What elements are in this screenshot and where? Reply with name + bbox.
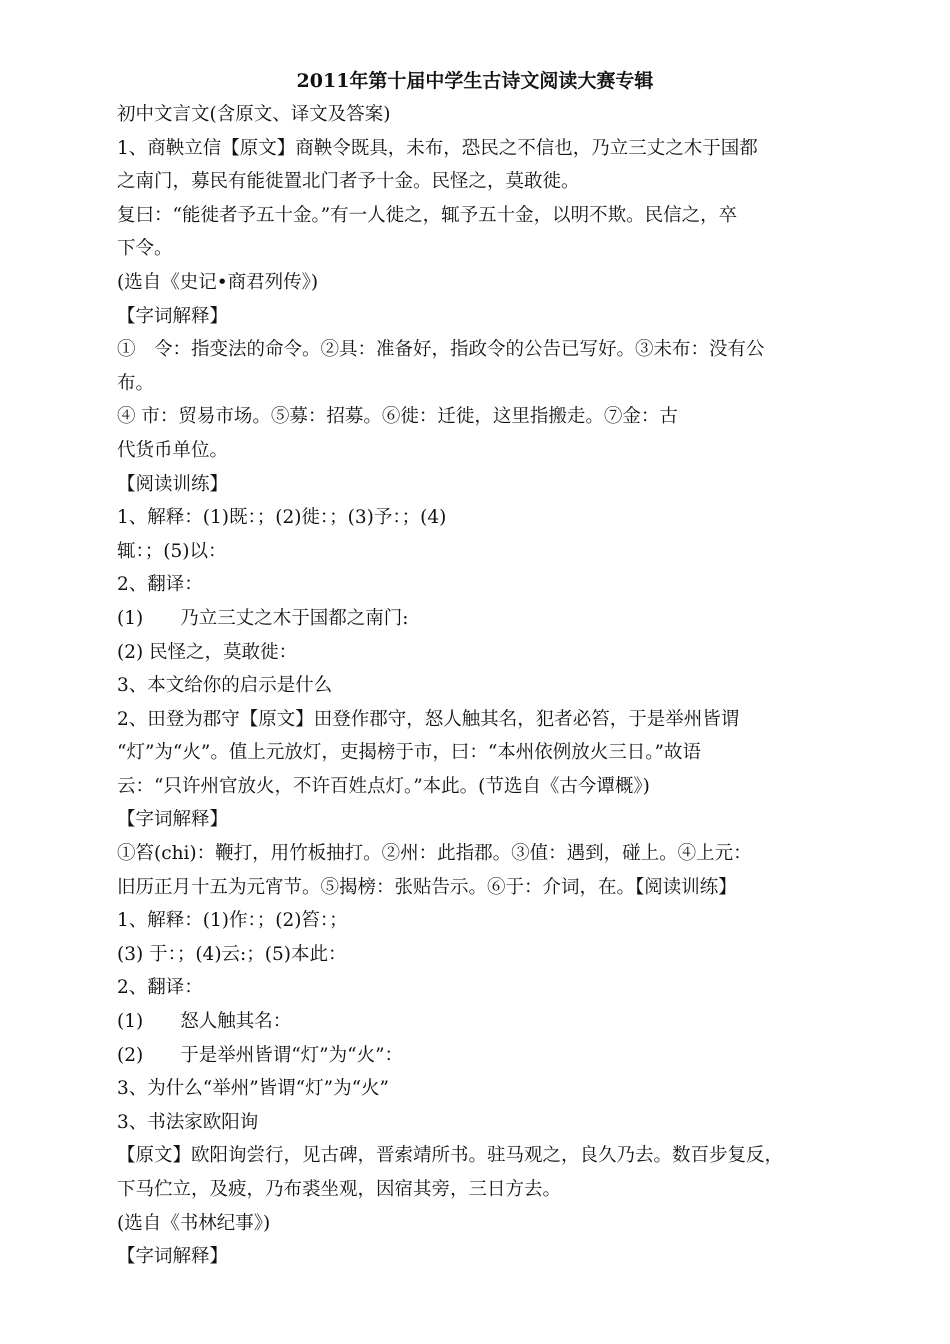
text-line: 2、翻译： <box>117 574 203 596</box>
text-line: 布。 <box>117 372 155 394</box>
text-line: ①笞(chi)：鞭打，用竹板抽打。②州：此指郡。③值：遇到，碰上。④上元： <box>117 843 752 865</box>
text-line: 【字词解释】 <box>117 809 229 831</box>
text-line: ④ 市：贸易市场。⑤募：招募。⑥徙：迁徙，这里指搬走。⑦金：古 <box>117 406 678 428</box>
text-line: 复曰：“能徙者予五十金。”有一人徙之，辄予五十金，以明不欺。民信之，卒 <box>117 204 738 226</box>
text-line: 2、田登为郡守【原文】田登作郡守，怒人触其名，犯者必笞，于是举州皆谓 <box>117 708 740 730</box>
text-line: (3) 于：；(4)云:；(5)本此： <box>117 943 347 965</box>
text-line: 【原文】欧阳询尝行，见古碑，晋索靖所书。驻马观之，良久乃去。数百步复反， <box>117 1145 784 1167</box>
text-line: 【阅读训练】 <box>117 473 229 495</box>
text-line: 下马伫立，及疲，乃布裘坐观，因宿其旁，三日方去。 <box>117 1179 562 1200</box>
text-line: 旧历正月十五为元宵节。⑤揭榜：张贴告示。⑥于：介词，在。【阅读训练】 <box>117 876 737 898</box>
text-line: 云：“只许州官放火，不许百姓点灯。”本此。(节选自《古今谭概》) <box>117 775 650 797</box>
text-line: 1、商鞅立信【原文】商鞅令既具，未布，恐民之不信也，乃立三丈之木于国都 <box>117 137 758 159</box>
text-line: (1) 怒人触其名： <box>117 1011 292 1033</box>
text-line: 初中文言文(含原文、译文及答案) <box>117 104 391 125</box>
text-line: (1) 乃立三丈之木于国都之南门: <box>117 607 409 629</box>
text-line: 2、翻译： <box>117 977 203 999</box>
text-line: 1、解释：(1)作：；(2)笞：； <box>117 910 348 932</box>
text-line: ① 令：指变法的命令。②具：准备好，指政令的公告已写好。③未布：没有公 <box>117 339 765 361</box>
text-line: 3、为什么“举州”皆谓“灯”为“火” <box>117 1078 390 1100</box>
document-title: 2011年第十届中学生古诗文阅读大赛专辑 <box>296 70 654 92</box>
text-line: (选自《史记•商君列传》) <box>117 271 319 293</box>
text-line: 【字词解释】 <box>117 305 229 327</box>
text-line: 3、书法家欧阳询 <box>117 1111 259 1133</box>
text-line: 下令。 <box>117 238 173 260</box>
text-line: (2) 于是举州皆谓“灯”为“火”： <box>117 1044 404 1066</box>
text-line: (2) 民怪之，莫敢徙： <box>117 641 298 663</box>
text-line: 辄：；(5)以： <box>117 540 227 562</box>
text-line: 之南门，募民有能徙置北门者予十金。民怪之，莫敢徙。 <box>117 171 580 193</box>
text-line: 【字词解释】 <box>117 1246 229 1268</box>
text-line: 1、解释：(1)既：；(2)徙：；(3)予：；(4) <box>117 507 447 529</box>
text-line: 3、本文给你的启示是什么 <box>117 675 333 697</box>
text-line: (选自《书林纪事》) <box>117 1212 271 1234</box>
document-body <box>117 98 857 1274</box>
text-line: “灯”为“火”。值上元放灯，吏揭榜于市，曰：“本州依例放火三日。”故语 <box>117 742 701 764</box>
text-line: 代货币单位。 <box>117 439 229 461</box>
